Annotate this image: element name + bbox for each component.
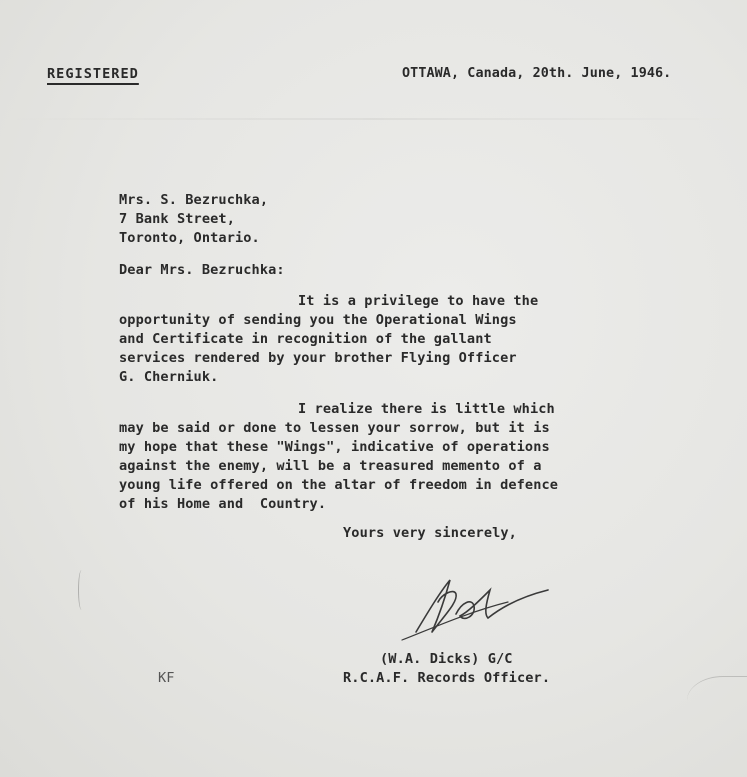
paragraph1-line: opportunity of sending you the Operational Wings	[119, 312, 517, 328]
handwritten-signature	[398, 572, 568, 642]
paragraph2-line: of his Home and Country.	[119, 496, 327, 512]
recipient-name: Mrs. S. Bezruchka,	[119, 192, 269, 208]
signatory-title: R.C.A.F. Records Officer.	[343, 670, 551, 686]
dateline: OTTAWA, Canada, 20th. June, 1946.	[402, 66, 672, 81]
signatory-name: (W.A. Dicks) G/C	[380, 651, 513, 667]
salutation: Dear Mrs. Bezruchka:	[119, 262, 285, 278]
paper-fold	[0, 118, 747, 120]
paragraph2-line: young life offered on the altar of freedom in defence	[119, 477, 559, 493]
typist-initials: KF	[158, 670, 175, 686]
paper-mark	[78, 570, 85, 610]
paragraph2-line: against the enemy, will be a treasured memento of a	[119, 458, 542, 474]
paragraph1-line: services rendered by your brother Flying Officer	[119, 350, 517, 366]
paragraph2-line: I realize there is little which	[298, 401, 555, 417]
paper-edge-mark	[687, 676, 747, 717]
closing: Yours very sincerely,	[343, 525, 517, 541]
paragraph1-line: G. Cherniuk.	[119, 369, 219, 385]
registered-label: REGISTERED	[47, 66, 139, 82]
paragraph1-line: It is a privilege to have the	[298, 293, 539, 309]
paragraph2-line: may be said or done to lessen your sorrow, but it is	[119, 420, 550, 436]
paragraph2-line: my hope that these "Wings", indicative of operations	[119, 439, 550, 455]
paragraph1-line: and Certificate in recognition of the gallant	[119, 331, 492, 347]
recipient-street: 7 Bank Street,	[119, 211, 235, 227]
recipient-city: Toronto, Ontario.	[119, 230, 260, 246]
